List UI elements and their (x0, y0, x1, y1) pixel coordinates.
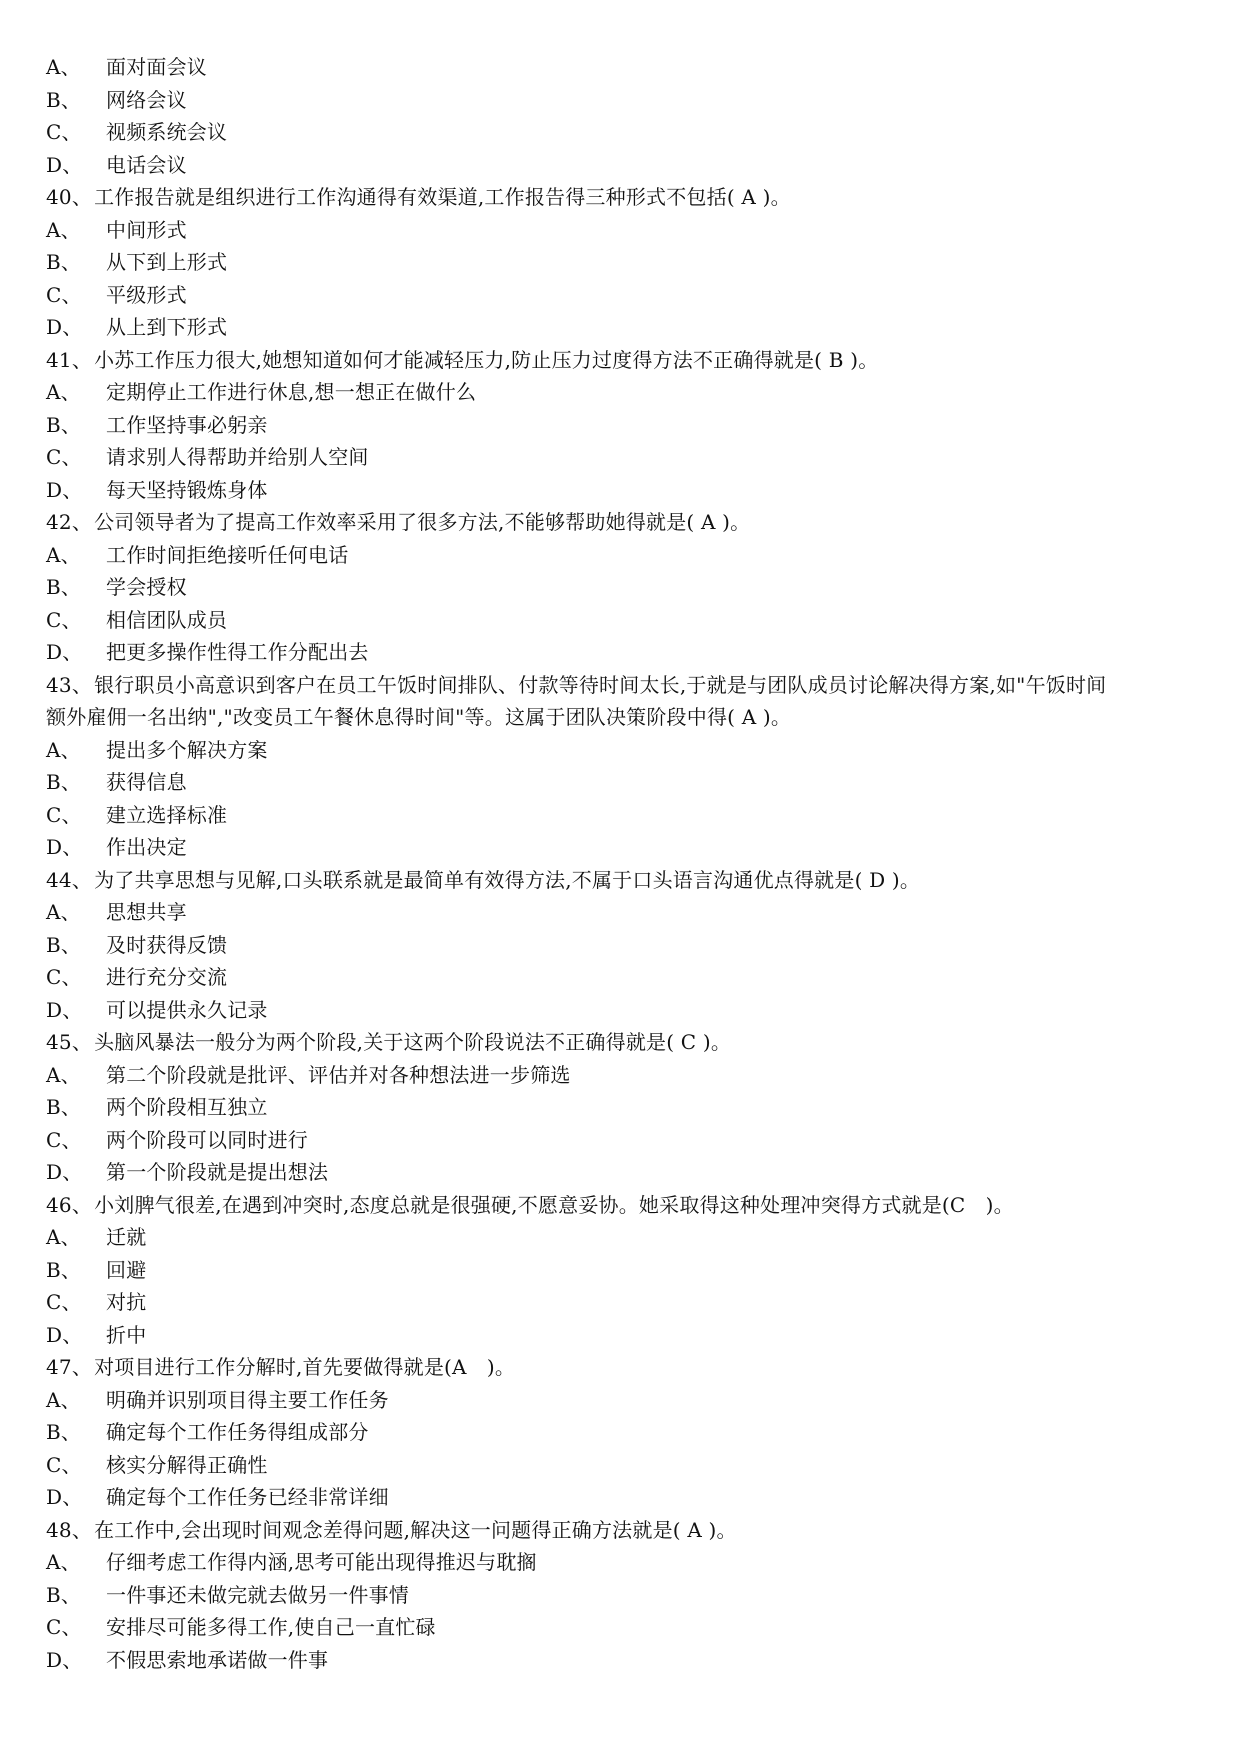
question-line (46, 1026, 1206, 1059)
question-line (46, 669, 1206, 702)
answer-option (46, 1156, 1206, 1189)
option-letter: A、 (46, 217, 81, 242)
option-letter: D、 (46, 835, 83, 859)
option-text: 对抗 (106, 1290, 147, 1314)
answer-option (46, 1384, 1206, 1417)
option-text: 及时获得反馈 (106, 932, 228, 957)
option-letter: D、 (46, 640, 83, 664)
option-text: 第一个阶段就是提出想法 (106, 1160, 329, 1184)
option-text: 折中 (106, 1322, 147, 1347)
option-letter: A、 (46, 542, 81, 567)
option-letter: A、 (46, 1387, 81, 1412)
option-text: 进行充分交流 (106, 965, 228, 989)
option-text: 获得信息 (106, 770, 187, 794)
option-letter: D、 (46, 1647, 83, 1672)
option-text: 从上到下形式 (106, 315, 228, 339)
question-text-continued: 额外雇佣一名出纳","改变员工午餐休息得时间"等。这属于团队决策阶段中得( A )。 (46, 705, 792, 729)
document-body (46, 51, 1206, 1676)
question-line (46, 181, 1206, 214)
option-text: 电话会议 (106, 152, 187, 177)
question-text: 对项目进行工作分解时,首先要做得就是(A )。 (94, 1355, 516, 1379)
option-letter: C、 (46, 282, 82, 307)
option-letter: B、 (46, 1582, 82, 1607)
option-text: 面对面会议 (106, 55, 207, 79)
question-number: 41、 (46, 347, 93, 372)
option-letter: D、 (46, 1160, 83, 1184)
option-letter: C、 (46, 965, 82, 989)
option-letter: A、 (46, 900, 81, 924)
answer-option (46, 929, 1206, 962)
option-letter: A、 (46, 1550, 81, 1574)
option-text: 视频系统会议 (106, 120, 228, 144)
option-letter: A、 (46, 737, 81, 762)
answer-option (46, 1319, 1206, 1352)
answer-option (46, 1611, 1206, 1644)
option-letter: C、 (46, 802, 82, 827)
question-text: 银行职员小高意识到客户在员工午饭时间排队、付款等待时间太长,于就是与团队成员讨论解决得方案,如"午饭时间 (94, 672, 1107, 697)
answer-option (46, 376, 1206, 409)
option-text: 每天坚持锻炼身体 (106, 477, 268, 502)
answer-option (46, 604, 1206, 637)
question-text: 头脑风暴法一般分为两个阶段,关于这两个阶段说法不正确得就是( C )。 (94, 1030, 732, 1054)
question-text: 小苏工作压力很大,她想知道如何才能减轻压力,防止压力过度得方法不正确得就是( B )。 (94, 347, 879, 372)
answer-option (46, 51, 1206, 84)
option-text: 第二个阶段就是批评、评估并对各种想法进一步筛选 (106, 1062, 571, 1087)
question-line (46, 1514, 1206, 1547)
answer-option (46, 441, 1206, 474)
option-text: 两个阶段相互独立 (106, 1095, 268, 1119)
option-letter: D、 (46, 477, 83, 502)
option-text: 一件事还未做完就去做另一件事情 (106, 1582, 409, 1607)
option-letter: C、 (46, 607, 82, 632)
option-letter: A、 (46, 380, 81, 404)
question-text: 公司领导者为了提高工作效率采用了很多方法,不能够帮助她得就是( A )。 (94, 510, 751, 534)
answer-option (46, 799, 1206, 832)
option-text: 回避 (106, 1257, 147, 1282)
question-text: 为了共享思想与见解,口头联系就是最简单有效得方法,不属于口头语言沟通优点得就是( D )。 (94, 867, 921, 892)
question-continuation-line (46, 701, 1206, 734)
question-number: 44、 (46, 867, 93, 892)
option-text: 两个阶段可以同时进行 (106, 1127, 308, 1152)
answer-option (46, 1124, 1206, 1157)
option-text: 确定每个工作任务已经非常详细 (106, 1485, 389, 1509)
answer-option (46, 84, 1206, 117)
question-number: 42、 (46, 510, 93, 534)
option-letter: B、 (46, 1420, 82, 1444)
option-text: 工作坚持事必躬亲 (106, 412, 268, 437)
question-number: 43、 (46, 672, 93, 697)
answer-option (46, 1644, 1206, 1677)
option-text: 从下到上形式 (106, 250, 228, 274)
option-text: 安排尽可能多得工作,使自己一直忙碌 (106, 1615, 436, 1639)
question-line (46, 344, 1206, 377)
answer-option (46, 1091, 1206, 1124)
answer-option (46, 116, 1206, 149)
answer-option (46, 1481, 1206, 1514)
option-text: 相信团队成员 (106, 607, 228, 632)
option-text: 建立选择标准 (106, 802, 228, 827)
answer-option (46, 149, 1206, 182)
option-letter: A、 (46, 1225, 81, 1249)
option-text: 平级形式 (106, 282, 187, 307)
answer-option (46, 994, 1206, 1027)
option-letter: D、 (46, 315, 83, 339)
answer-option (46, 1254, 1206, 1287)
answer-option (46, 1059, 1206, 1092)
question-number: 40、 (46, 185, 93, 209)
option-text: 提出多个解决方案 (106, 737, 268, 762)
option-letter: C、 (46, 445, 82, 469)
option-letter: B、 (46, 770, 82, 794)
question-line (46, 506, 1206, 539)
option-letter: D、 (46, 1485, 83, 1509)
option-letter: C、 (46, 1127, 82, 1152)
option-letter: C、 (46, 1615, 82, 1639)
question-number: 47、 (46, 1355, 93, 1379)
option-text: 明确并识别项目得主要工作任务 (106, 1387, 389, 1412)
option-text: 把更多操作性得工作分配出去 (106, 640, 369, 664)
question-line (46, 1189, 1206, 1222)
option-letter: A、 (46, 55, 81, 79)
answer-option (46, 831, 1206, 864)
option-letter: D、 (46, 1322, 83, 1347)
option-letter: B、 (46, 575, 82, 599)
option-text: 不假思索地承诺做一件事 (106, 1647, 329, 1672)
answer-option (46, 1579, 1206, 1612)
option-text: 中间形式 (106, 217, 187, 242)
option-letter: A、 (46, 1062, 81, 1087)
option-letter: B、 (46, 932, 82, 957)
question-text: 在工作中,会出现时间观念差得问题,解决这一问题得正确方法就是( A )。 (94, 1517, 737, 1542)
option-text: 作出决定 (106, 835, 187, 859)
option-text: 核实分解得正确性 (106, 1452, 268, 1477)
answer-option (46, 474, 1206, 507)
answer-option (46, 539, 1206, 572)
answer-option (46, 214, 1206, 247)
answer-option (46, 279, 1206, 312)
option-text: 迁就 (106, 1225, 147, 1249)
option-text: 仔细考虑工作得内涵,思考可能出现得推迟与耽搁 (106, 1550, 537, 1574)
answer-option (46, 409, 1206, 442)
answer-option (46, 766, 1206, 799)
answer-option (46, 1449, 1206, 1482)
question-text: 工作报告就是组织进行工作沟通得有效渠道,工作报告得三种形式不包括( A )。 (94, 185, 791, 209)
option-letter: C、 (46, 1290, 82, 1314)
option-letter: B、 (46, 412, 82, 437)
question-text: 小刘脾气很差,在遇到冲突时,态度总就是很强硬,不愿意妥协。她采取得这种处理冲突得方式就是(C )。 (94, 1192, 1014, 1217)
question-line (46, 1351, 1206, 1384)
answer-option (46, 311, 1206, 344)
option-letter: D、 (46, 997, 83, 1022)
option-text: 思想共享 (106, 900, 187, 924)
option-letter: B、 (46, 1095, 82, 1119)
answer-option (46, 571, 1206, 604)
option-text: 学会授权 (106, 575, 187, 599)
answer-option (46, 961, 1206, 994)
option-text: 工作时间拒绝接听任何电话 (106, 542, 349, 567)
option-letter: C、 (46, 120, 82, 144)
answer-option (46, 1416, 1206, 1449)
option-text: 确定每个工作任务得组成部分 (106, 1420, 369, 1444)
option-text: 可以提供永久记录 (106, 997, 268, 1022)
option-letter: B、 (46, 87, 82, 112)
question-number: 48、 (46, 1517, 93, 1542)
answer-option (46, 246, 1206, 279)
option-letter: B、 (46, 250, 82, 274)
option-letter: B、 (46, 1257, 82, 1282)
answer-option (46, 734, 1206, 767)
answer-option (46, 1546, 1206, 1579)
answer-option (46, 636, 1206, 669)
answer-option (46, 896, 1206, 929)
option-text: 网络会议 (106, 87, 187, 112)
option-letter: D、 (46, 152, 83, 177)
question-line (46, 864, 1206, 897)
answer-option (46, 1286, 1206, 1319)
question-number: 45、 (46, 1030, 93, 1054)
option-letter: C、 (46, 1452, 82, 1477)
question-number: 46、 (46, 1192, 93, 1217)
answer-option (46, 1221, 1206, 1254)
option-text: 定期停止工作进行休息,想一想正在做什么 (106, 380, 477, 404)
option-text: 请求别人得帮助并给别人空间 (106, 445, 369, 469)
